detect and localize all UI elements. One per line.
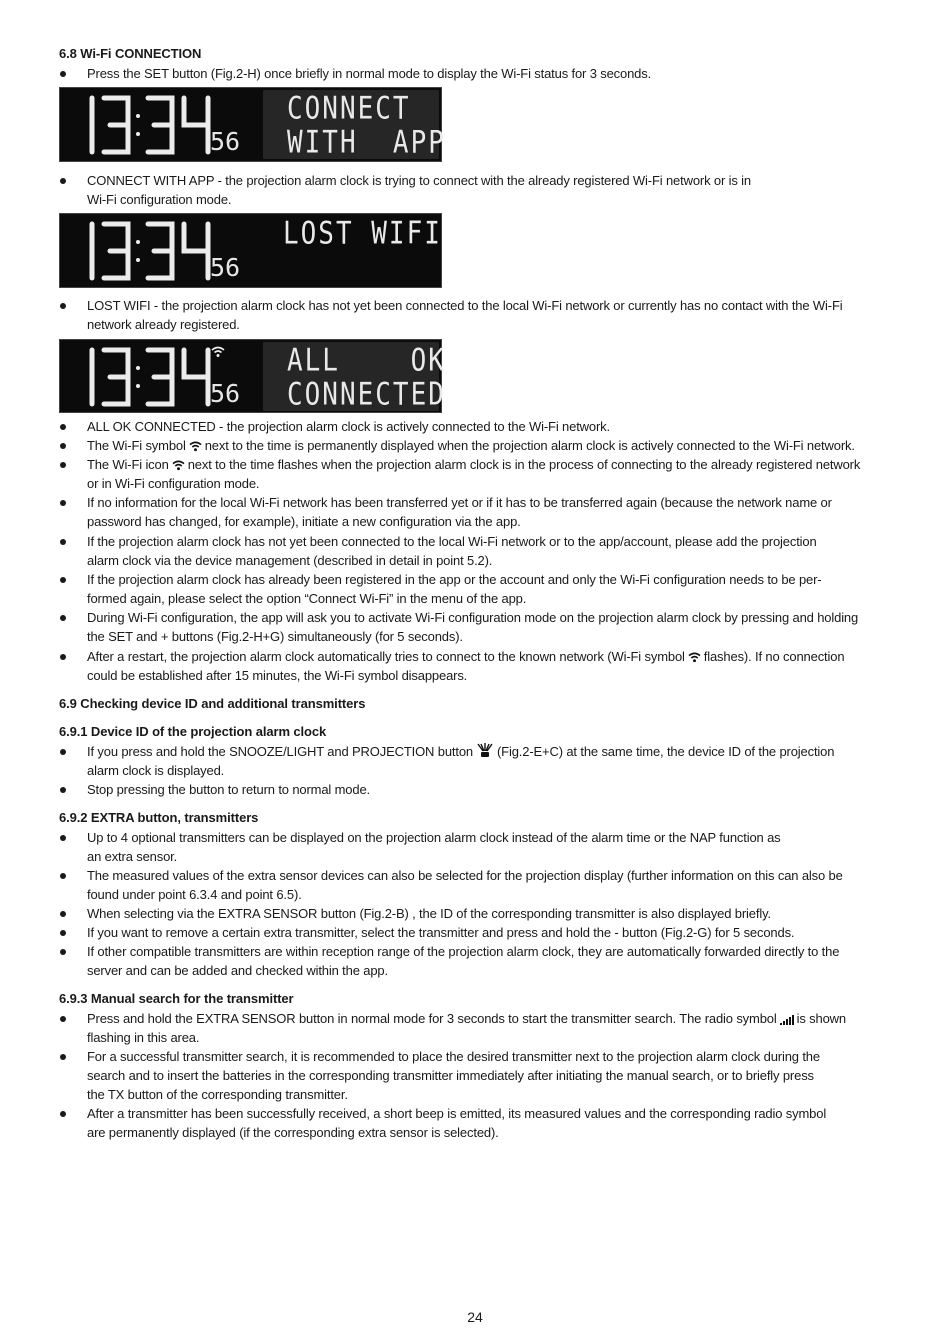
status-line-1: LOST WIFI (283, 216, 442, 252)
bullet-item: During Wi-Fi configuration, the app will ask you to activate Wi-Fi configuration mode on the projection alarm clock by pressing and holding the SET and + buttons (Fig.2-H+G) simultaneously (for 5 seconds). (87, 610, 859, 644)
bullet-item: The measured values of the extra sensor devices can also be selected for the projection display (further information on this can also be found under point 6.3.4 and point 6.5). (87, 868, 843, 902)
bullet-item: CONNECT WITH APP - the projection alarm clock is trying to connect with the already registered Wi-Fi network or is in Wi-Fi configuration mode. (87, 173, 751, 207)
radio-signal-icon (780, 1015, 794, 1025)
bullet-item: Press the SET button (Fig.2-H) once briefly in normal mode to display the Wi-Fi status for 3 seconds. (87, 66, 652, 81)
wifi-icon (172, 460, 185, 471)
bullet-item: LOST WIFI - the projection alarm clock has not yet been connected to the local Wi-Fi network or currently has no contact with the Wi-Fi network already registered. (87, 298, 843, 332)
status-message-panel (263, 342, 446, 413)
bullet-item: When selecting via the EXTRA SENSOR button (Fig.2-B) , the ID of the corresponding transmitter is also displayed briefly. (87, 906, 771, 921)
status-line-1: ALL OK (287, 343, 446, 379)
bullet-item: If you want to remove a certain extra transmitter, select the transmitter and press and hold the - button (Fig.2-G) for 5 seconds. (87, 925, 795, 940)
bullet-item: The Wi-Fi symbol next to the time is permanently displayed when the projection alarm clock is actively connected to the Wi-Fi network. (87, 438, 855, 453)
section-heading-6-9-1: 6.9.1 Device ID of the projection alarm clock (59, 724, 327, 739)
bullet-item: If no information for the local Wi-Fi network has been transferred yet or if it has to be transferred again (because the network name or password has changed, for example), initiate a new configuration via the app. (87, 495, 832, 529)
wifi-icon (688, 652, 701, 663)
clock-seconds: 56 (210, 379, 241, 408)
status-line-1: CONNECT (287, 91, 411, 127)
lcd-display-connect-with-app (59, 87, 446, 162)
wifi-icon (189, 441, 202, 452)
bullet-item: After a transmitter has been successfully received, a short beep is emitted, its measured values and the corresponding radio symbol are permanently displayed (if the corresponding extra sensor is selected). (87, 1106, 827, 1140)
bullet-item: If the projection alarm clock has not yet been connected to the local Wi-Fi network or to the app/account, please add the projection alarm clock via the device management (described in detail in point 5.2). (87, 534, 817, 568)
bullet-item: If you press and hold the SNOOZE/LIGHT and PROJECTION button (Fig.2-E+C) at the same time, the device ID of the projection alarm clock is displayed. (87, 744, 835, 778)
lcd-display-lost-wifi (59, 213, 442, 288)
bullet-item: For a successful transmitter search, it is recommended to place the desired transmitter next to the projection alarm clock during the search and to insert the batteries in the corresponding transmitter immediately after initiating the manual search, or to briefly press the TX button of the corresponding transmitter. (87, 1049, 820, 1102)
projection-icon (476, 743, 494, 758)
page-number: 24 (467, 1309, 483, 1325)
clock-seconds: 56 (210, 127, 241, 156)
clock-seconds: 56 (210, 253, 241, 282)
bullet-item: If other compatible transmitters are within reception range of the projection alarm clock, they are automatically forwarded directly to the server and can be added and checked within the app. (87, 944, 840, 978)
bullet-item: If the projection alarm clock has already been registered in the app or the account and only the Wi-Fi configuration needs to be per- formed again, please select the option “Connect Wi-Fi” in the menu of the app. (87, 572, 822, 606)
wifi-icon (211, 346, 225, 358)
bullet-item: After a restart, the projection alarm clock automatically tries to connect to the known network (Wi-Fi symbol flashes). If no connection could be established after 15 minutes, the Wi-Fi symbol disappears. (87, 649, 845, 683)
bullet-item: Press and hold the EXTRA SENSOR button in normal mode for 3 seconds to start the transmitter search. The radio symbol is shown flashing in this area. (87, 1011, 846, 1045)
bullet-item: The Wi-Fi icon next to the time flashes when the projection alarm clock is in the process of connecting to the already registered network or in Wi-Fi configuration mode. (87, 457, 861, 491)
status-line-2: WITH APP (287, 125, 446, 161)
bullet-item: ALL OK CONNECTED - the projection alarm clock is actively connected to the Wi-Fi network. (87, 419, 610, 434)
section-heading-6-8: 6.8 Wi-Fi CONNECTION (59, 46, 202, 61)
section-heading-6-9-2: 6.9.2 EXTRA button, transmitters (59, 810, 259, 825)
status-message-panel (263, 90, 446, 161)
section-heading-6-9-3: 6.9.3 Manual search for the transmitter (59, 991, 294, 1006)
bullet-item: Stop pressing the button to return to normal mode. (87, 782, 371, 797)
section-heading-6-9: 6.9 Checking device ID and additional transmitters (59, 696, 366, 711)
status-message-panel (263, 216, 442, 285)
status-line-2: CONNECTED (287, 377, 446, 413)
lcd-display-all-ok-connected (59, 339, 446, 413)
bullet-item: Up to 4 optional transmitters can be displayed on the projection alarm clock instead of the alarm time or the NAP function as an extra sensor. (87, 830, 781, 864)
